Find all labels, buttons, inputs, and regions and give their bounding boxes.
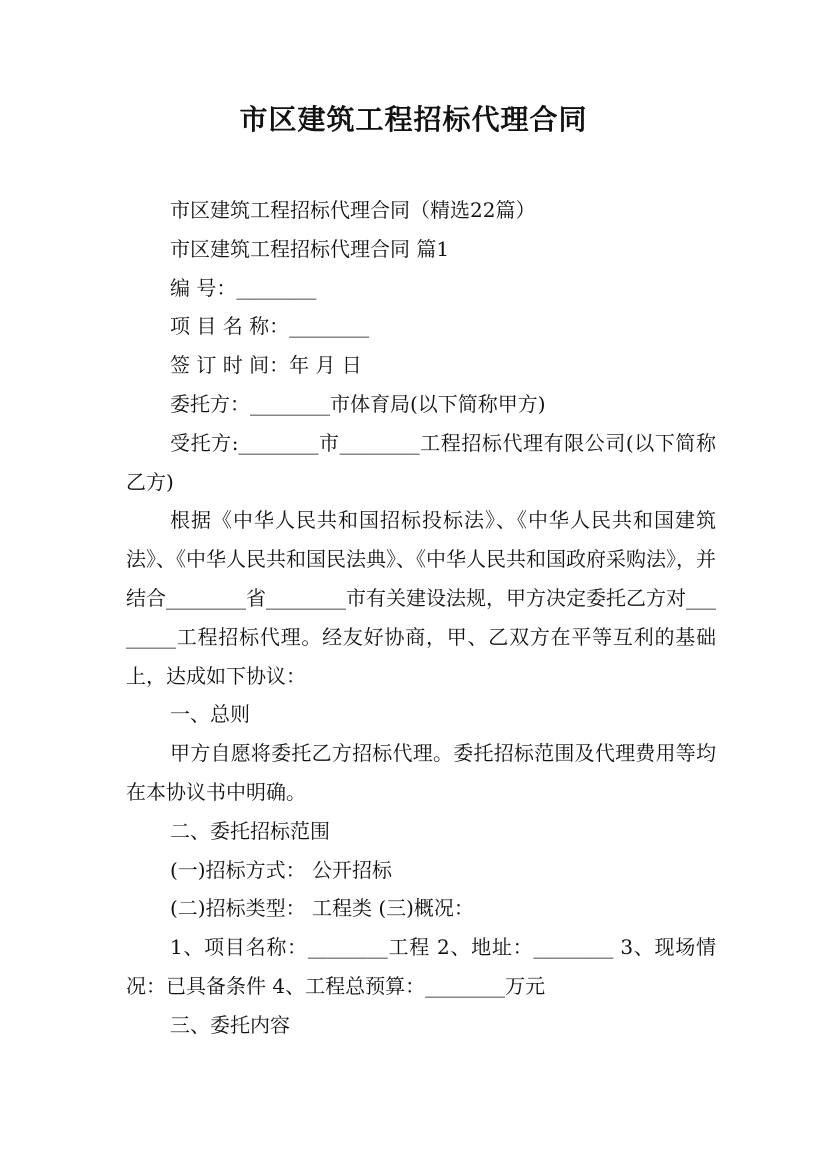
document-body [126, 191, 716, 1045]
paragraph-bidding-method: (一)招标方式： 公开招标 [170, 857, 392, 882]
paragraph-content-heading: 三、委托内容 [170, 1012, 290, 1037]
paragraph-general-text: 甲方自愿将委托乙方招标代理。委托招标范围及代理费用等均在本协议书中明确。 [126, 741, 716, 804]
paragraph-project-details: 1、项目名称：________工程 2、地址：________ 3、现场情况：已具备条件 4、工程总预算：________万元 [126, 935, 716, 998]
paragraph-general-heading: 一、总则 [170, 702, 250, 727]
paragraph-project-name: 项 目 名 称：________ [170, 314, 370, 339]
paragraph-principal: 委托方：________市体育局(以下简称甲方) [170, 391, 546, 416]
paragraph-legal-basis: 根据《中华人民共和国招标投标法》、《中华人民共和国建筑法》、《中华人民共和国民法典》、《中华人民共和国政府采购法》，并结合________省________市有关建设法规，甲方决定委托乙方对________工程招标代理。经友好协商，甲、乙双方在平等互利的基础上，达成如下协议： [126, 508, 716, 688]
paragraph-subtitle: 市区建筑工程招标代理合同（精选22篇） [170, 198, 536, 222]
paragraph-scope-heading: 二、委托招标范围 [170, 818, 330, 843]
paragraph-signing-date: 签 订 时 间：年 月 日 [170, 353, 362, 378]
paragraph-agent: 受托方:________市________工程招标代理有限公司(以下简称乙方) [126, 430, 716, 494]
paragraph-section-heading: 市区建筑工程招标代理合同 篇1 [170, 236, 450, 261]
paragraph-bidding-type: (二)招标类型： 工程类 (三)概况： [170, 896, 474, 921]
document-title: 市区建筑工程招标代理合同 [239, 103, 588, 136]
paragraph-contract-number: 编 号：________ [170, 275, 317, 300]
